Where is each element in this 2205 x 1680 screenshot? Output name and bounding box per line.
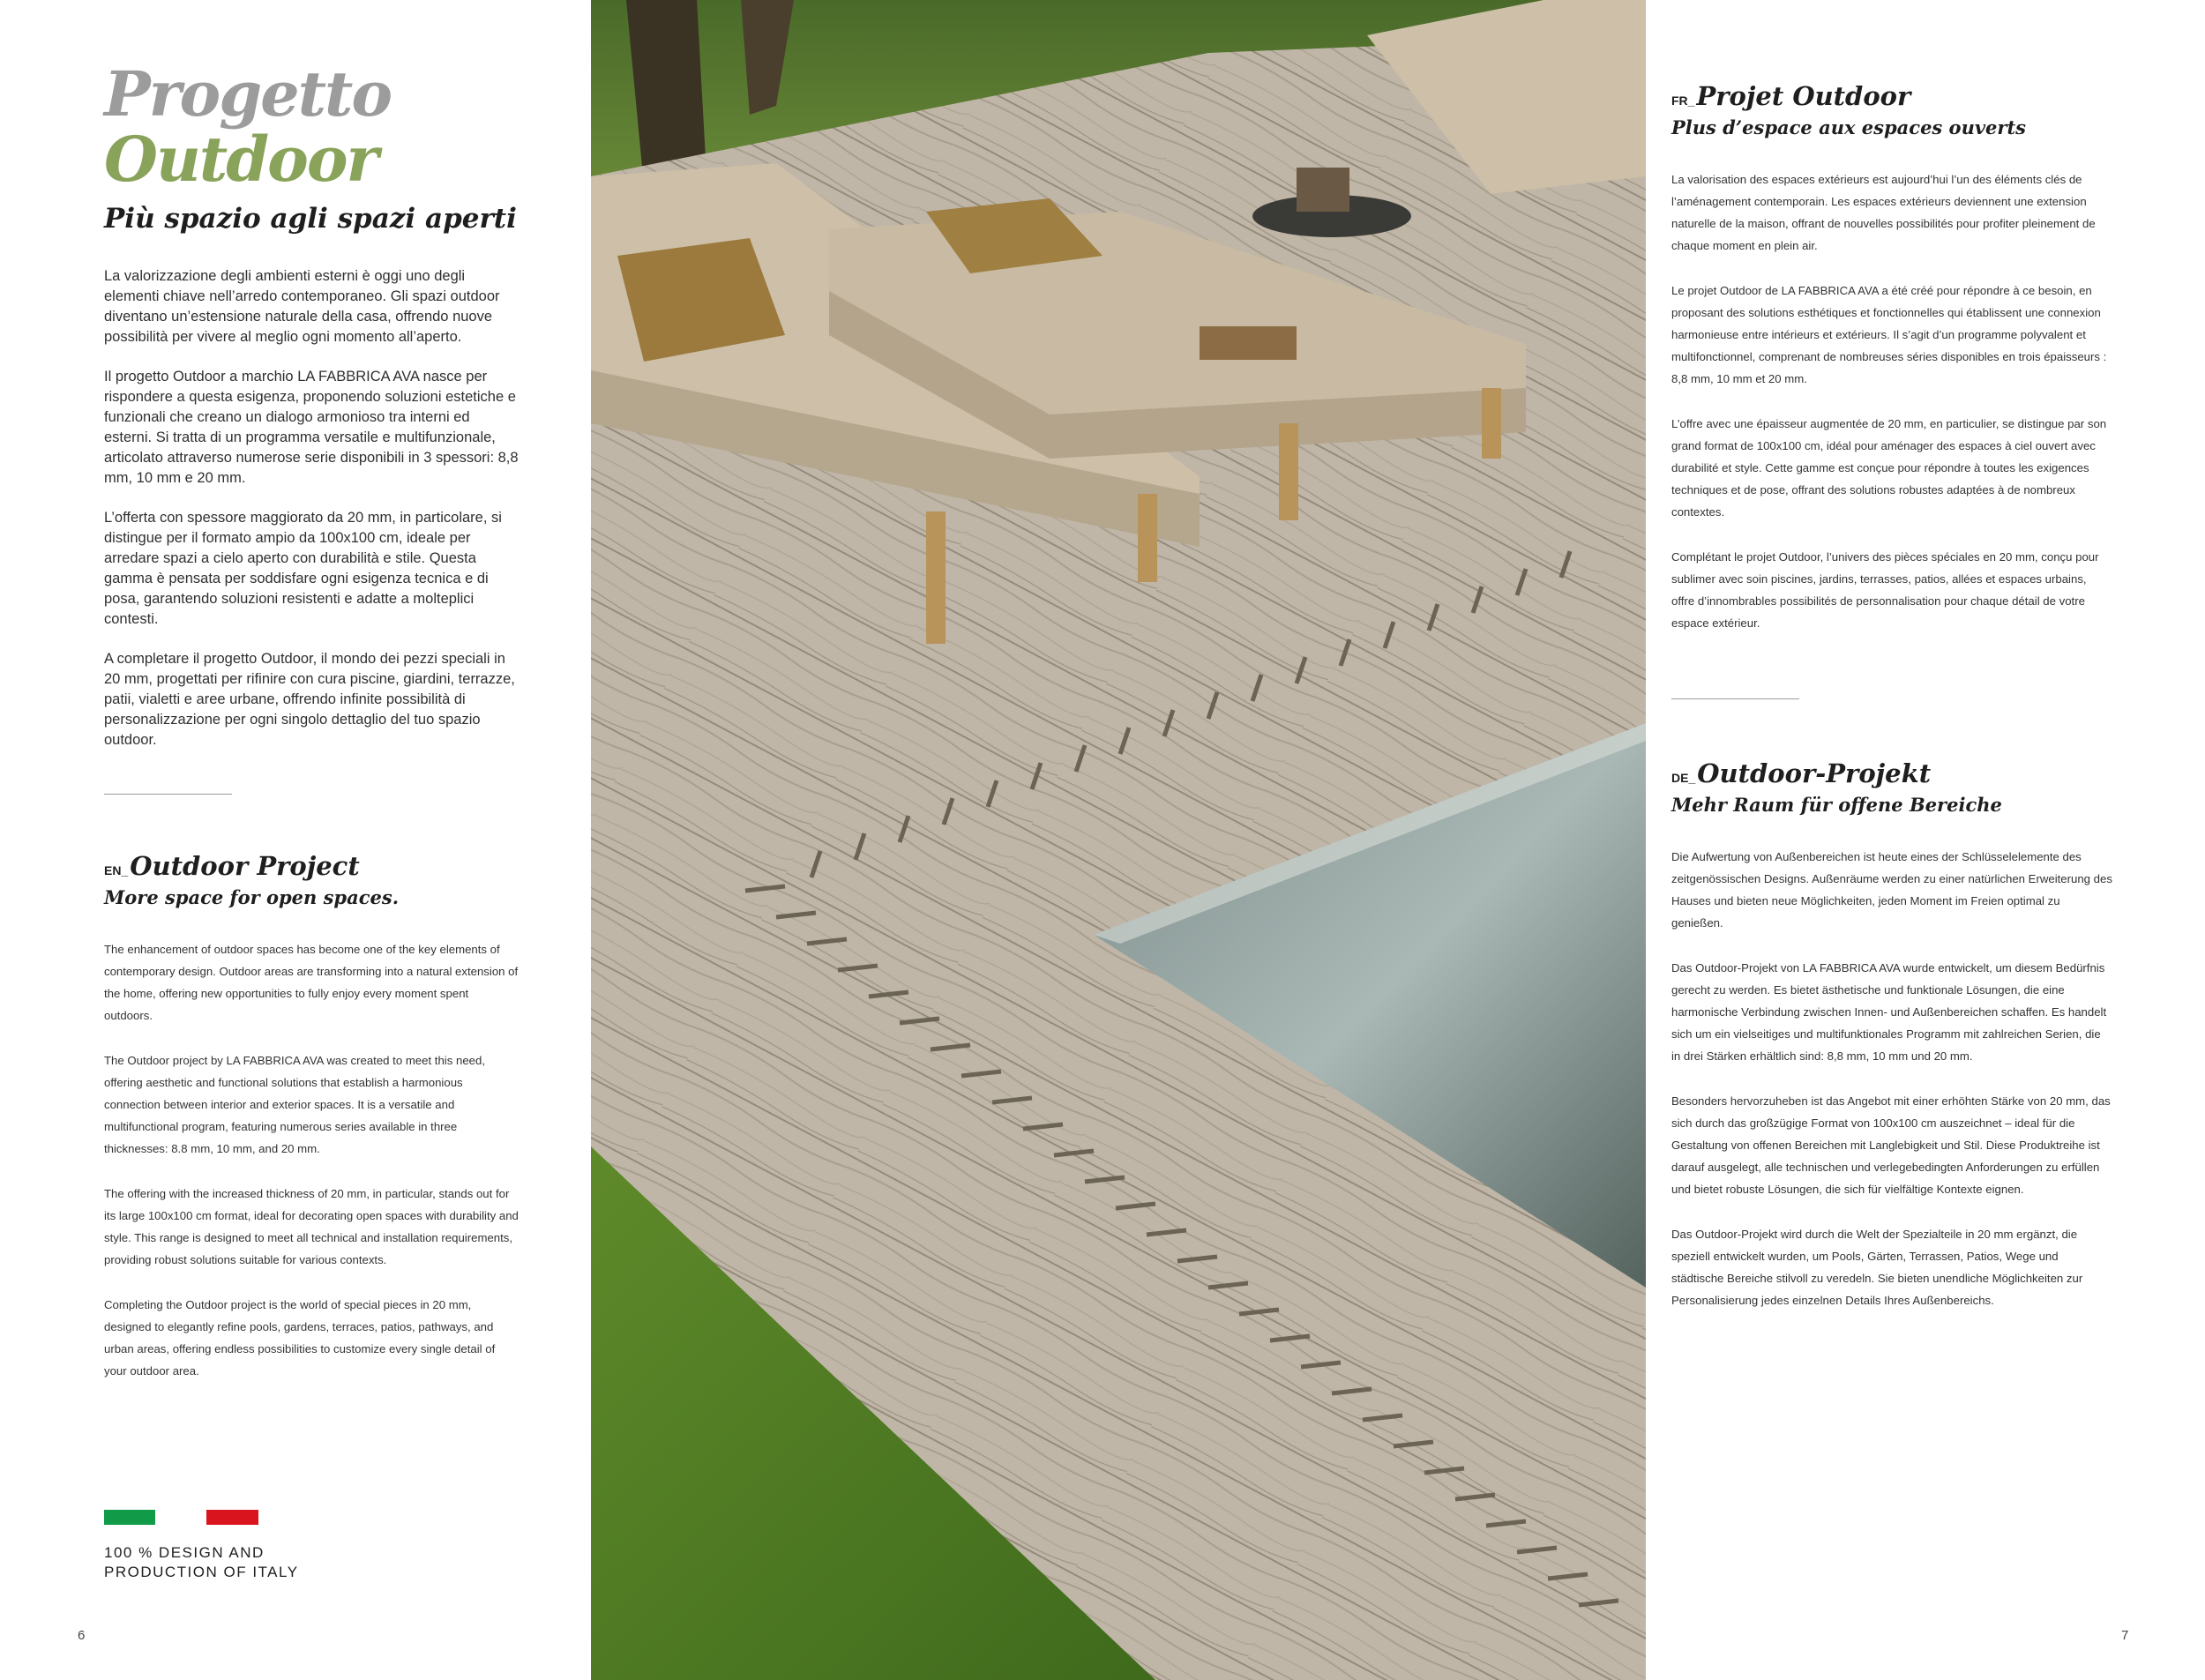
french-heading xyxy=(1671,81,2112,111)
outdoor-pool-photo xyxy=(591,0,1646,1680)
italian-section xyxy=(104,57,519,770)
english-section xyxy=(104,851,519,1405)
german-paragraph: Besonders hervorzuheben ist das Angebot mit einer erhöhten Stärke von 20 mm, das sich durch das großzügige Format von 100x100 cm auszeichnet – ideal für die Gestaltung von offenen Bereichen mit Langlebigkeit und Stil. Diese Produktreihe ist darauf ausgelegt, alle technischen und verlegebedingten Anforderungen zu erfüllen und bietet robuste Lösungen, die sich für vielfältige Kontexte eignen. xyxy=(1671,1094,2111,1196)
english-paragraph: Completing the Outdoor project is the world of special pieces in 20 mm, designed to elegantly refine pools, gardens, terraces, patios, pathways, and urban areas, offering endless possibilities to customize every single detail of your outdoor area. xyxy=(104,1298,496,1378)
italian-paragraph: La valorizzazione degli ambienti esterni è oggi uno degli elementi chiave nell’arredo contemporaneo. Gli spazi outdoor diventano un’estensione naturale della casa, offrendo nuove possibilità per vivere al meglio ogni momento all’aperto. xyxy=(104,268,500,345)
page-number-left: 6 xyxy=(78,1628,86,1643)
made-in-italy-label xyxy=(104,1543,316,1582)
french-paragraph: Le projet Outdoor de LA FABBRICA AVA a été créé pour répondre à ce besoin, en proposant des solutions esthétiques et fonctionnelles qui établissent une connexion harmonieuse entre intérieurs et extérieurs. Il s’agit d’un programme polyvalent et multifonctionnel, comprenant de nombreuses séries disponibles en trois épaisseurs : 8,8 mm, 10 mm et 20 mm. xyxy=(1671,284,2107,385)
italian-paragraph: Il progetto Outdoor a marchio LA FABBRICA AVA nasce per rispondere a questa esigenza, proponendo soluzioni estetiche e funzionali che creano un dialogo armonioso tra interni ed esterni. Si tratta di un programma versatile e multifunzionale, articolato attraverso numerose serie disponibili in 3 spessori: 8,8 mm, 10 mm e 20 mm. xyxy=(104,369,519,486)
english-subtitle: More space for open spaces. xyxy=(104,886,400,908)
french-paragraph: Complétant le projet Outdoor, l’univers des pièces spéciales en 20 mm, conçu pour sublimer avec soin piscines, jardins, terrasses, patios, allées et espaces urbains, offre d’innombrables possibilités de personnalisation pour chaque détail de votre espace extérieur. xyxy=(1671,550,2099,630)
english-paragraph: The enhancement of outdoor spaces has become one of the key elements of contemporary design. Outdoor areas are transforming into a natural extension of the home, offering new opportunities to fully enjoy every moment spent outdoors. xyxy=(104,943,519,1022)
italian-paragraph: A completare il progetto Outdoor, il mondo dei pezzi speciali in 20 mm, progettati per rifinire con cura piscine, giardini, terrazze, patii, vialetti e aree urbane, offrendo infinite possibilità di personalizzazione per ogni singolo dettaglio del tuo spazio outdoor. xyxy=(104,651,515,748)
page-title-line2: Outdoor xyxy=(104,123,377,196)
german-title: Outdoor-Projekt xyxy=(1697,758,1932,788)
french-paragraph: L’offre avec une épaisseur augmentée de 20 mm, en particulier, se distingue par son grand format de 100x100 cm, idéal pour aménager des espaces à ciel ouvert avec durabilité et style. Cette gamme est conçue pour répondre à toutes les exigences techniques et de pose, offrant des solutions robustes adaptées à de nombreux contextes. xyxy=(1671,417,2107,519)
flag-green-bar xyxy=(104,1510,155,1525)
flag-red-bar xyxy=(206,1510,258,1525)
italian-paragraph: L’offerta con spessore maggiorato da 20 mm, in particolare, si distingue per il formato ampio da 100x100 cm, ideale per arredare spazi a cielo aperto con durabilità e stile. Questa gamma è pensata per soddisfare ogni esigenza tecnica e di posa, garantendo soluzioni resistenti e adatte a molteplici contesti. xyxy=(104,510,502,627)
german-paragraph: Das Outdoor-Projekt von LA FABBRICA AVA wurde entwickelt, um diesem Bedürfnis gerecht zu werden. Es bietet ästhetische und funktionale Lösungen, die eine harmonische Verbindung zwischen Innen- und Außenbereichen schaffen. Es handelt sich um ein vielseitiges und multifunktionales Programm mit zahlreichen Serien, die in drei Stärken erhältlich sind: 8,8 mm, 10 mm und 20 mm. xyxy=(1671,961,2107,1063)
french-paragraph: La valorisation des espaces extérieurs est aujourd’hui l’un des éléments clés de l’aménagement contemporain. Les espaces extérieurs deviennent une extension naturelle de la maison, offrant de nouvelles possibilités pour profiter pleinement de chaque moment en plein air. xyxy=(1671,173,2096,252)
english-heading xyxy=(104,851,519,881)
language-code: FR_ xyxy=(1671,93,1695,108)
french-section xyxy=(1671,81,2112,657)
german-heading xyxy=(1671,758,2112,788)
italian-subtitle: Più spazio agli spazi aperti xyxy=(104,203,517,235)
language-code: DE_ xyxy=(1671,771,1696,785)
german-paragraph: Die Aufwertung von Außenbereichen ist heute eines der Schlüsselelemente des zeitgenössischen Designs. Außenräume werden zu einer natürlichen Erweiterung des Hauses und bieten neue Möglichkeiten, jeden Moment im Freien optimal zu genießen. xyxy=(1671,850,2112,930)
language-code: EN_ xyxy=(104,863,129,877)
section-divider xyxy=(1671,698,1799,699)
page-number-right: 7 xyxy=(2121,1628,2129,1643)
english-paragraph: The offering with the increased thickness of 20 mm, in particular, stands out for its large 100x100 cm format, ideal for decorating open spaces with durability and style. This range is designed to meet all technical and installation requirements, providing robust solutions suitable for various contexts. xyxy=(104,1187,519,1266)
page-title-line1: Progetto xyxy=(104,57,392,131)
made-in-line2: PRODUCTION OF ITALY xyxy=(104,1564,299,1580)
italian-flag-bars xyxy=(104,1510,258,1525)
german-paragraph: Das Outdoor-Projekt wird durch die Welt der Spezialteile in 20 mm ergänzt, die speziell entwickelt wurden, um Pools, Gärten, Terrassen, Patios, Wege und städtische Bereiche stilvoll zu veredeln. Sie bieten unendliche Möglichkeiten zur Personalisierung jedes einzelnen Details Ihres Außenbereichs. xyxy=(1671,1228,2083,1307)
german-section xyxy=(1671,758,2112,1334)
english-paragraph: The Outdoor project by LA FABBRICA AVA was created to meet this need, offering aesthetic and functional solutions that establish a harmonious connection between interior and exterior spaces. It is a versatile and multifunctional program, featuring numerous series available in three thicknesses: 8.8 mm, 10 mm, and 20 mm. xyxy=(104,1054,485,1155)
french-subtitle: Plus d’espace aux espaces ouverts xyxy=(1671,116,2026,138)
german-subtitle: Mehr Raum für offene Bereiche xyxy=(1671,794,2002,816)
english-title: Outdoor Project xyxy=(130,851,360,881)
french-title: Projet Outdoor xyxy=(1696,81,1911,111)
section-divider xyxy=(104,794,232,795)
made-in-line1: 100 % DESIGN AND xyxy=(104,1544,265,1561)
